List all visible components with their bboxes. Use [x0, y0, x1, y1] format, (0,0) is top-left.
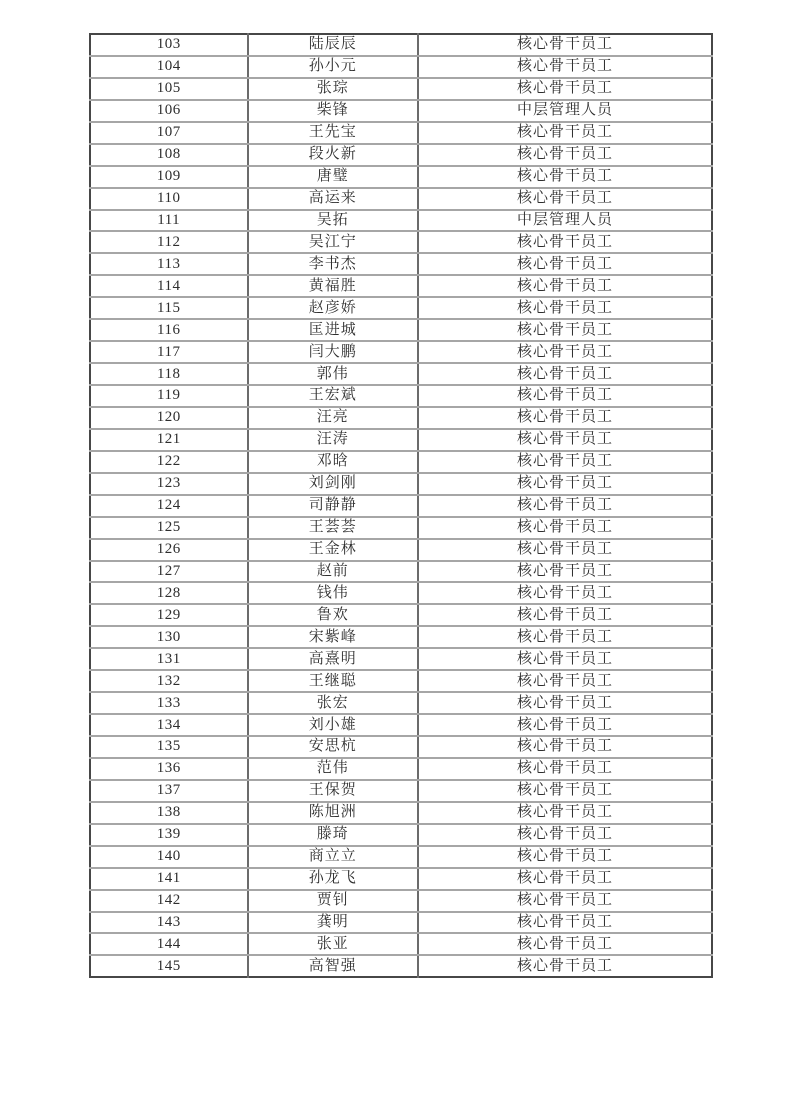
table-row — [90, 626, 712, 648]
row-number-cell: 135 — [90, 736, 248, 758]
employee-category-cell: 核心骨干员工 — [418, 868, 712, 890]
employee-name-cell: 唐璧 — [248, 166, 419, 188]
row-number-cell: 106 — [90, 100, 248, 122]
employee-name-cell: 宋紫峰 — [248, 626, 419, 648]
table-row — [90, 188, 712, 210]
employee-category-cell: 核心骨干员工 — [418, 341, 712, 363]
table-row — [90, 363, 712, 385]
row-number-cell: 109 — [90, 166, 248, 188]
row-number-cell: 115 — [90, 297, 248, 319]
employee-name-cell: 王继聪 — [248, 670, 419, 692]
employee-name-cell: 陆辰辰 — [248, 34, 419, 56]
table-row — [90, 539, 712, 561]
employee-name-cell: 鲁欢 — [248, 604, 419, 626]
employee-name-cell: 范伟 — [248, 758, 419, 780]
employee-name-cell: 刘小雄 — [248, 714, 419, 736]
row-number-cell: 120 — [90, 407, 248, 429]
table-row — [90, 868, 712, 890]
employee-name-cell: 汪涛 — [248, 429, 419, 451]
employee-category-cell: 核心骨干员工 — [418, 275, 712, 297]
row-number-cell: 107 — [90, 122, 248, 144]
table-row — [90, 473, 712, 495]
table-row — [90, 604, 712, 626]
employee-category-cell: 核心骨干员工 — [418, 824, 712, 846]
table-row — [90, 692, 712, 714]
employee-category-cell: 核心骨干员工 — [418, 34, 712, 56]
employee-category-cell: 核心骨干员工 — [418, 144, 712, 166]
table-row — [90, 933, 712, 955]
row-number-cell: 110 — [90, 188, 248, 210]
employee-category-cell: 核心骨干员工 — [418, 648, 712, 670]
employee-name-cell: 张亚 — [248, 933, 419, 955]
row-number-cell: 125 — [90, 517, 248, 539]
employee-name-cell: 李书杰 — [248, 253, 419, 275]
table-row — [90, 407, 712, 429]
table-row — [90, 714, 712, 736]
employee-category-cell: 核心骨干员工 — [418, 736, 712, 758]
employee-category-cell: 核心骨干员工 — [418, 319, 712, 341]
employee-category-cell: 核心骨干员工 — [418, 56, 712, 78]
row-number-cell: 140 — [90, 846, 248, 868]
employee-category-cell: 核心骨干员工 — [418, 955, 712, 977]
table-row — [90, 429, 712, 451]
employee-category-cell: 核心骨干员工 — [418, 912, 712, 934]
employee-name-cell: 滕琦 — [248, 824, 419, 846]
employee-category-cell: 核心骨干员工 — [418, 780, 712, 802]
row-number-cell: 131 — [90, 648, 248, 670]
employee-category-cell: 核心骨干员工 — [418, 122, 712, 144]
table-row — [90, 736, 712, 758]
employee-name-cell: 段火新 — [248, 144, 419, 166]
employee-name-cell: 赵前 — [248, 561, 419, 583]
employee-category-cell: 核心骨干员工 — [418, 78, 712, 100]
table-row — [90, 385, 712, 407]
employee-name-cell: 张宏 — [248, 692, 419, 714]
table-row — [90, 890, 712, 912]
table-row — [90, 34, 712, 56]
table-row — [90, 582, 712, 604]
employee-category-cell: 核心骨干员工 — [418, 626, 712, 648]
row-number-cell: 119 — [90, 385, 248, 407]
employee-category-cell: 核心骨干员工 — [418, 714, 712, 736]
employee-category-cell: 核心骨干员工 — [418, 495, 712, 517]
employee-name-cell: 王荟荟 — [248, 517, 419, 539]
row-number-cell: 114 — [90, 275, 248, 297]
row-number-cell: 113 — [90, 253, 248, 275]
employee-category-cell: 核心骨干员工 — [418, 517, 712, 539]
row-number-cell: 132 — [90, 670, 248, 692]
table-row — [90, 451, 712, 473]
row-number-cell: 141 — [90, 868, 248, 890]
table-row — [90, 517, 712, 539]
row-number-cell: 118 — [90, 363, 248, 385]
employee-name-cell: 陈旭洲 — [248, 802, 419, 824]
employee-category-cell: 核心骨干员工 — [418, 429, 712, 451]
row-number-cell: 142 — [90, 890, 248, 912]
table-row — [90, 275, 712, 297]
row-number-cell: 137 — [90, 780, 248, 802]
row-number-cell: 143 — [90, 912, 248, 934]
employee-category-cell: 核心骨干员工 — [418, 582, 712, 604]
employee-roster-table — [89, 33, 713, 978]
employee-category-cell: 核心骨干员工 — [418, 451, 712, 473]
row-number-cell: 130 — [90, 626, 248, 648]
employee-category-cell: 核心骨干员工 — [418, 561, 712, 583]
table-row — [90, 495, 712, 517]
employee-category-cell: 核心骨干员工 — [418, 692, 712, 714]
employee-name-cell: 郭伟 — [248, 363, 419, 385]
employee-category-cell: 核心骨干员工 — [418, 407, 712, 429]
employee-name-cell: 贾钊 — [248, 890, 419, 912]
table-row — [90, 231, 712, 253]
row-number-cell: 139 — [90, 824, 248, 846]
row-number-cell: 128 — [90, 582, 248, 604]
employee-name-cell: 吴拓 — [248, 210, 419, 232]
table-row — [90, 166, 712, 188]
employee-category-cell: 核心骨干员工 — [418, 297, 712, 319]
row-number-cell: 144 — [90, 933, 248, 955]
table-row — [90, 802, 712, 824]
employee-category-cell: 核心骨干员工 — [418, 253, 712, 275]
row-number-cell: 123 — [90, 473, 248, 495]
employee-category-cell: 核心骨干员工 — [418, 802, 712, 824]
employee-category-cell: 核心骨干员工 — [418, 604, 712, 626]
row-number-cell: 127 — [90, 561, 248, 583]
employee-category-cell: 核心骨干员工 — [418, 670, 712, 692]
table-row — [90, 341, 712, 363]
row-number-cell: 116 — [90, 319, 248, 341]
employee-category-cell: 核心骨干员工 — [418, 363, 712, 385]
employee-category-cell: 核心骨干员工 — [418, 473, 712, 495]
table-row — [90, 100, 712, 122]
row-number-cell: 122 — [90, 451, 248, 473]
table-row — [90, 561, 712, 583]
employee-name-cell: 安思杭 — [248, 736, 419, 758]
employee-category-cell: 中层管理人员 — [418, 210, 712, 232]
employee-name-cell: 商立立 — [248, 846, 419, 868]
row-number-cell: 136 — [90, 758, 248, 780]
table-row — [90, 210, 712, 232]
row-number-cell: 134 — [90, 714, 248, 736]
row-number-cell: 129 — [90, 604, 248, 626]
roster-table-body — [90, 34, 712, 977]
employee-name-cell: 汪亮 — [248, 407, 419, 429]
table-row — [90, 648, 712, 670]
row-number-cell: 112 — [90, 231, 248, 253]
row-number-cell: 104 — [90, 56, 248, 78]
table-row — [90, 955, 712, 977]
employee-name-cell: 孙龙飞 — [248, 868, 419, 890]
table-row — [90, 122, 712, 144]
employee-name-cell: 黄福胜 — [248, 275, 419, 297]
employee-name-cell: 张琮 — [248, 78, 419, 100]
table-row — [90, 319, 712, 341]
employee-category-cell: 核心骨干员工 — [418, 385, 712, 407]
employee-name-cell: 高智强 — [248, 955, 419, 977]
employee-category-cell: 核心骨干员工 — [418, 846, 712, 868]
employee-name-cell: 孙小元 — [248, 56, 419, 78]
employee-category-cell: 中层管理人员 — [418, 100, 712, 122]
table-row — [90, 758, 712, 780]
employee-category-cell: 核心骨干员工 — [418, 166, 712, 188]
employee-name-cell: 王金林 — [248, 539, 419, 561]
employee-name-cell: 吴江宁 — [248, 231, 419, 253]
employee-category-cell: 核心骨干员工 — [418, 890, 712, 912]
employee-name-cell: 钱伟 — [248, 582, 419, 604]
row-number-cell: 126 — [90, 539, 248, 561]
table-row — [90, 297, 712, 319]
employee-name-cell: 高运来 — [248, 188, 419, 210]
table-row — [90, 912, 712, 934]
employee-category-cell: 核心骨干员工 — [418, 933, 712, 955]
row-number-cell: 133 — [90, 692, 248, 714]
employee-category-cell: 核心骨干员工 — [418, 188, 712, 210]
employee-name-cell: 司静静 — [248, 495, 419, 517]
table-row — [90, 670, 712, 692]
table-row — [90, 144, 712, 166]
row-number-cell: 138 — [90, 802, 248, 824]
table-row — [90, 824, 712, 846]
table-row — [90, 253, 712, 275]
employee-name-cell: 高熹明 — [248, 648, 419, 670]
row-number-cell: 103 — [90, 34, 248, 56]
employee-name-cell: 闫大鹏 — [248, 341, 419, 363]
employee-name-cell: 邓晗 — [248, 451, 419, 473]
employee-name-cell: 柴锋 — [248, 100, 419, 122]
row-number-cell: 108 — [90, 144, 248, 166]
employee-name-cell: 刘剑刚 — [248, 473, 419, 495]
employee-category-cell: 核心骨干员工 — [418, 539, 712, 561]
table-row — [90, 56, 712, 78]
table-row — [90, 780, 712, 802]
row-number-cell: 124 — [90, 495, 248, 517]
employee-category-cell: 核心骨干员工 — [418, 758, 712, 780]
row-number-cell: 105 — [90, 78, 248, 100]
table-row — [90, 846, 712, 868]
employee-name-cell: 赵彦娇 — [248, 297, 419, 319]
row-number-cell: 145 — [90, 955, 248, 977]
row-number-cell: 111 — [90, 210, 248, 232]
row-number-cell: 121 — [90, 429, 248, 451]
row-number-cell: 117 — [90, 341, 248, 363]
employee-name-cell: 王保贺 — [248, 780, 419, 802]
table-row — [90, 78, 712, 100]
employee-name-cell: 王宏斌 — [248, 385, 419, 407]
employee-name-cell: 王先宝 — [248, 122, 419, 144]
employee-name-cell: 匡进城 — [248, 319, 419, 341]
employee-category-cell: 核心骨干员工 — [418, 231, 712, 253]
employee-name-cell: 龚明 — [248, 912, 419, 934]
